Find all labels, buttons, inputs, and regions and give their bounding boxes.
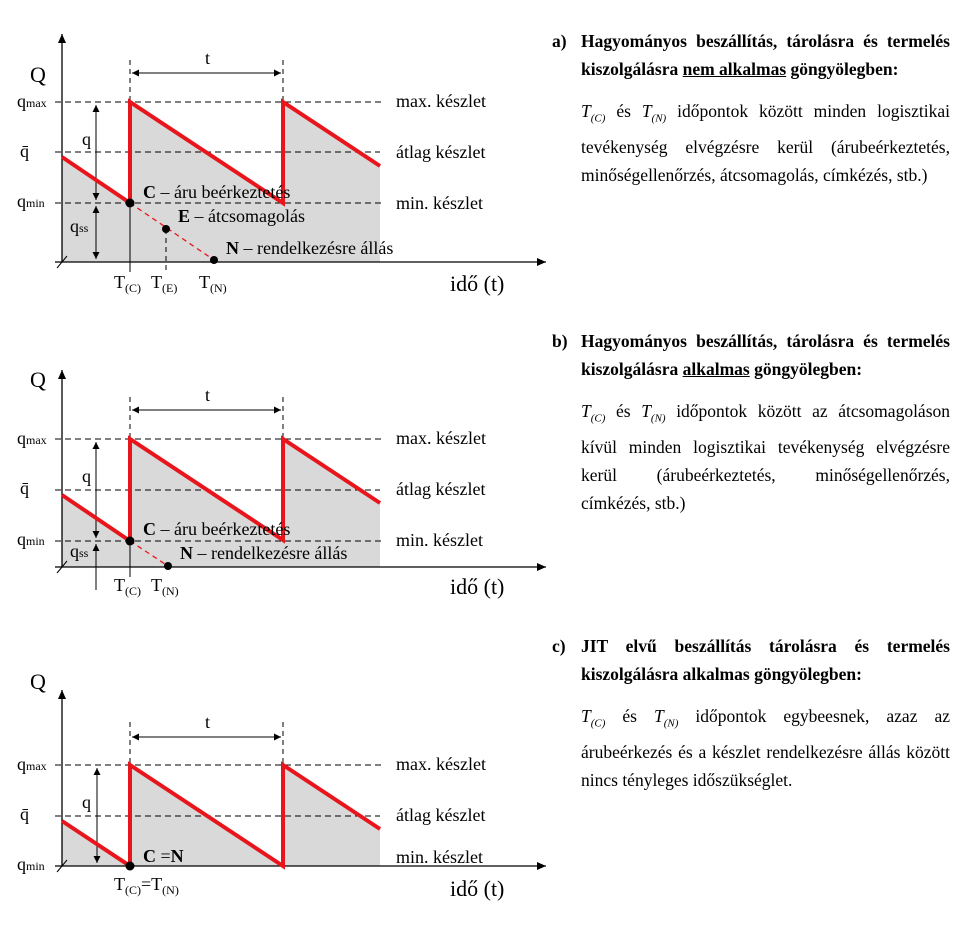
tick-tc: $T_{(C)}$ bbox=[114, 575, 141, 598]
qmin-label: qmin bbox=[17, 529, 45, 549]
tick-tn: $T_{(N)}$ bbox=[199, 272, 227, 295]
point-c-label: C – áru beérkeztetés bbox=[143, 519, 291, 539]
qmin-label: qmin bbox=[17, 191, 45, 211]
section-c-title: c) JIT elvű beszállítás tárolásra és termelés kiszolgálásra alkalmas göngyölegben: bbox=[552, 636, 950, 684]
min-level-label: min. készlet bbox=[396, 193, 483, 213]
qss-label: qss bbox=[70, 541, 89, 561]
avg-level-label: átlag készlet bbox=[396, 142, 486, 162]
diagram-a bbox=[17, 34, 546, 296]
section-a-body: $T_{(C)}$ és $T_{(N)}$ időpontok között minden logisztikai tevékenység elvégzésre kerül (árubeérkeztetés, minőségellenőrzés, átcsomagolás, címkézés, stb.) bbox=[581, 101, 950, 185]
point-c-label: C – áru beérkeztetés bbox=[143, 182, 291, 202]
point-e-label: E – átcsomagolás bbox=[178, 206, 305, 226]
x-axis-title: idő (t) bbox=[450, 876, 505, 901]
period-label: t bbox=[205, 385, 211, 405]
q-diff-label: q bbox=[82, 466, 91, 486]
x-axis-title: idő (t) bbox=[450, 271, 505, 296]
tick-tn: $T_{(N)}$ bbox=[151, 575, 179, 598]
tick-te: $T_{(E)}$ bbox=[151, 272, 178, 295]
q-diff-label: q bbox=[82, 792, 91, 812]
section-b bbox=[552, 327, 950, 517]
period-label: t bbox=[205, 48, 211, 68]
qavg-label: q̄ bbox=[20, 141, 29, 161]
y-axis-title: Q bbox=[30, 367, 46, 392]
point-c bbox=[126, 199, 135, 208]
qmax-label: qmax bbox=[17, 754, 47, 774]
qavg-label: q̄ bbox=[20, 478, 29, 498]
point-e bbox=[162, 225, 170, 233]
min-level-label: min. készlet bbox=[396, 847, 483, 867]
section-a-title: a) Hagyományos beszállítás, tárolásra és termelés kiszolgálásra nem alkalmas göngyölegben: bbox=[552, 31, 950, 79]
max-level-label: max. készlet bbox=[396, 91, 486, 111]
tick-tc: $T_{(C)}$ bbox=[114, 272, 141, 295]
point-c bbox=[126, 537, 135, 546]
point-cn-label: C =N bbox=[143, 846, 184, 866]
section-c bbox=[552, 632, 950, 794]
max-level-label: max. készlet bbox=[396, 754, 486, 774]
y-axis-title: Q bbox=[30, 669, 46, 694]
point-n bbox=[164, 562, 172, 570]
tick-tc-tn: $T_{(C)}=T_{(N)}$ bbox=[114, 874, 179, 897]
qmax-label: qmax bbox=[17, 428, 47, 448]
section-a bbox=[552, 27, 950, 189]
avg-level-label: átlag készlet bbox=[396, 479, 486, 499]
min-level-label: min. készlet bbox=[396, 530, 483, 550]
q-diff-label: q bbox=[82, 129, 91, 149]
period-label: t bbox=[205, 712, 211, 732]
diagram-b bbox=[17, 367, 546, 599]
y-axis-title: Q bbox=[30, 62, 46, 87]
avg-level-label: átlag készlet bbox=[396, 805, 486, 825]
point-cn bbox=[126, 862, 135, 871]
diagram-c bbox=[17, 669, 546, 901]
point-n-label: N – rendelkezésre állás bbox=[226, 238, 394, 258]
x-axis-title: idő (t) bbox=[450, 574, 505, 599]
point-n bbox=[210, 256, 218, 264]
qavg-label: q̄ bbox=[20, 804, 29, 824]
qmax-label: qmax bbox=[17, 91, 47, 111]
point-n-label: N – rendelkezésre állás bbox=[180, 543, 348, 563]
qmin-label: qmin bbox=[17, 854, 45, 874]
qss-label: qss bbox=[70, 216, 89, 236]
section-c-body: $T_{(C)}$ és $T_{(N)}$ időpontok egybeesnek, azaz az árubeérkezés és a készlet rendelkezésre állás között nincs tényleges időszükséglet. bbox=[581, 706, 950, 790]
section-b-body: $T_{(C)}$ és $T_{(N)}$ időpontok között az átcsomagoláson kívül minden logisztikai tevékenység elvégzésre kerül (árubeérkeztetés, minőségellenőrzés, címkézés, stb.) bbox=[581, 401, 951, 513]
max-level-label: max. készlet bbox=[396, 428, 486, 448]
section-b-title: b) Hagyományos beszállítás, tárolásra és termelés kiszolgálásra alkalmas göngyölegben: bbox=[552, 331, 950, 379]
